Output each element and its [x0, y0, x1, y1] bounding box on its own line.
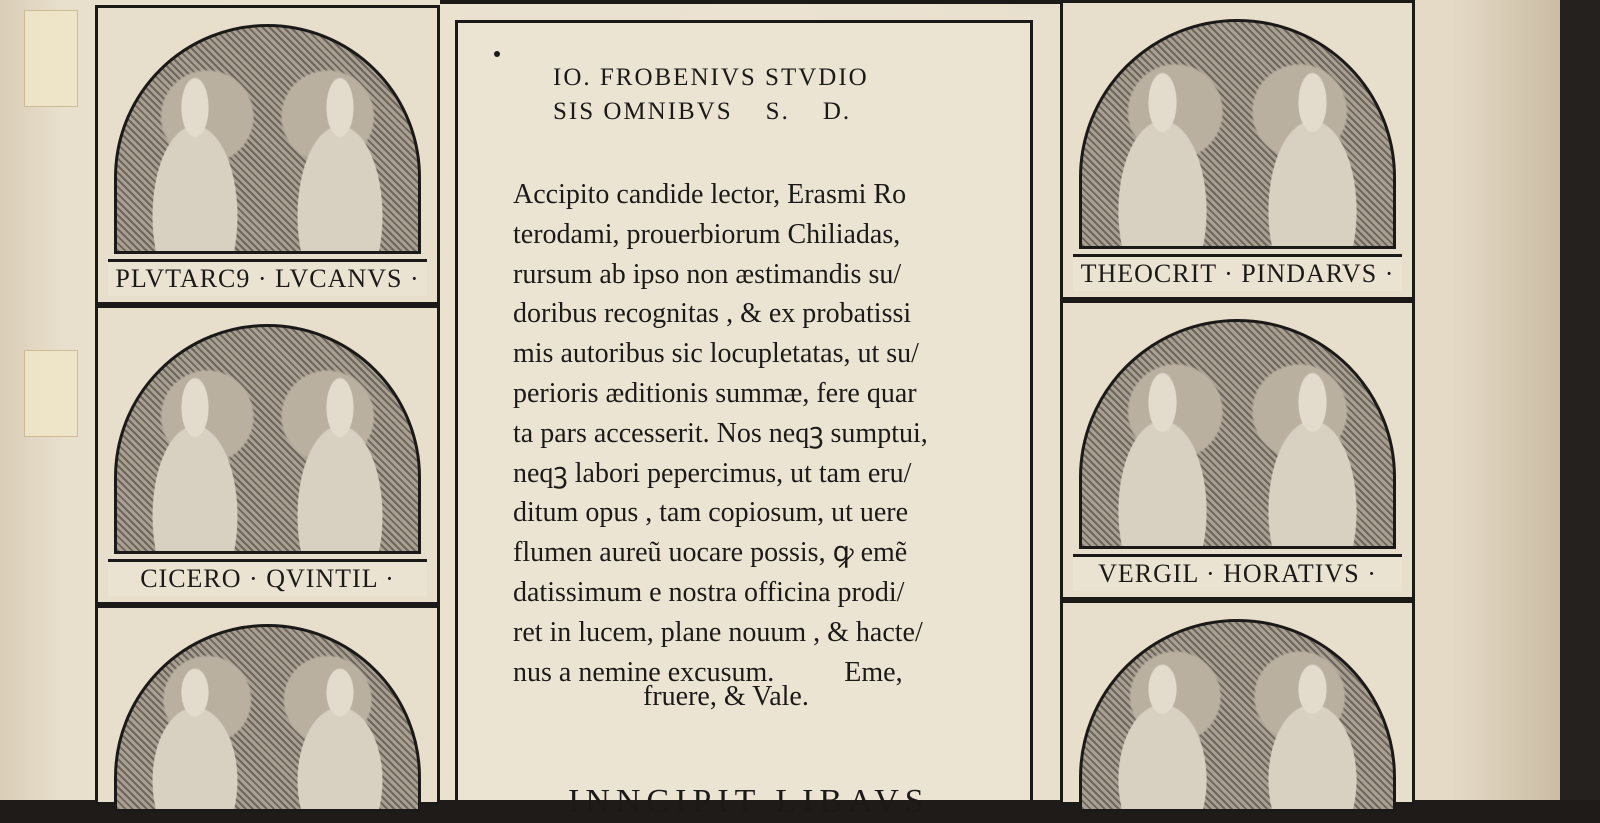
figure-left — [1094, 71, 1231, 246]
book-edge-shadow — [1560, 0, 1600, 800]
woodcut-illustration — [114, 624, 421, 812]
figure-left — [129, 376, 261, 551]
woodcut-illustration — [1079, 19, 1396, 249]
panel-caption: VERGIL · HORATIVS · — [1073, 554, 1402, 591]
body-line: terodami, prouerbiorum Chiliadas, — [513, 218, 901, 250]
body-line: neqꝫ labori pepercimus, ut tam eru/ — [513, 457, 912, 489]
woodcut-panel-vergil-horace — [1060, 300, 1415, 600]
woodcut-illustration — [114, 324, 421, 554]
figure-left — [1094, 663, 1231, 809]
panel-caption: CICERO · QVINTIL · — [108, 559, 427, 596]
figure-left — [129, 667, 261, 809]
figure-left — [1094, 371, 1231, 546]
closing-line: fruere, & Vale. — [643, 681, 809, 712]
woodcut-panel-theocritus-pindar — [1060, 0, 1415, 300]
figure-right — [1244, 371, 1381, 546]
paper-tab-top — [24, 10, 78, 107]
body-line: ret in lucem, plane nouum , & hacte/ — [513, 616, 923, 648]
body-line: ditum opus , tam copiosum, ut uere — [513, 497, 909, 529]
printer-dot — [494, 51, 500, 57]
figure-left — [129, 76, 261, 251]
woodcut-illustration — [1079, 319, 1396, 549]
paper-tab-middle — [24, 350, 78, 437]
woodcut-illustration — [1079, 619, 1396, 812]
body-line: perioris æditionis summæ, fere quar — [513, 377, 917, 409]
woodcut-panel-plutarch-lucan — [95, 5, 440, 305]
body-line: mis autoribus sic locupletatas, ut su/ — [513, 338, 919, 370]
body-line: doribus recognitas , & ex probatissi — [513, 298, 912, 330]
body-line: ta pars accesserit. Nos neqꝫ sumptui, — [513, 417, 928, 449]
body-line: rursum ab ipso non æstimandis su/ — [513, 258, 902, 290]
panel-caption: PLVTARC9 · LVCANVS · — [108, 259, 427, 296]
body-line: Accipito candide lector, Erasmi Ro — [513, 179, 907, 210]
figure-right — [1244, 71, 1381, 246]
body-line: flumen aureũ uocare possis, ꝙ emẽ — [513, 537, 908, 569]
figure-right — [274, 76, 406, 251]
heading-line-2: SIS OMNIBVS S. D. — [553, 98, 852, 125]
woodcut-panel-cicero-quintilian — [95, 305, 440, 605]
dedication-heading — [553, 61, 1013, 129]
heading-line-1: IO. FROBENIVS STVDIO — [553, 64, 869, 91]
figure-right — [274, 667, 406, 809]
woodcut-illustration — [114, 24, 421, 254]
body-line: datissimum e nostra officina prodi/ — [513, 576, 905, 608]
panel-caption: THEOCRIT · PINDARVS · — [1073, 254, 1402, 291]
next-section-title: INNCIPIT LIBAVS — [568, 783, 930, 820]
body-text — [513, 175, 993, 692]
text-block — [455, 20, 1033, 820]
woodcut-panel-bottom-left — [95, 605, 440, 805]
top-border — [440, 0, 1060, 4]
figure-right — [1244, 663, 1381, 809]
woodcut-panel-bottom-right — [1060, 600, 1415, 805]
body-line: nus a nemine excusum. Eme, — [513, 656, 903, 688]
figure-right — [274, 376, 406, 551]
